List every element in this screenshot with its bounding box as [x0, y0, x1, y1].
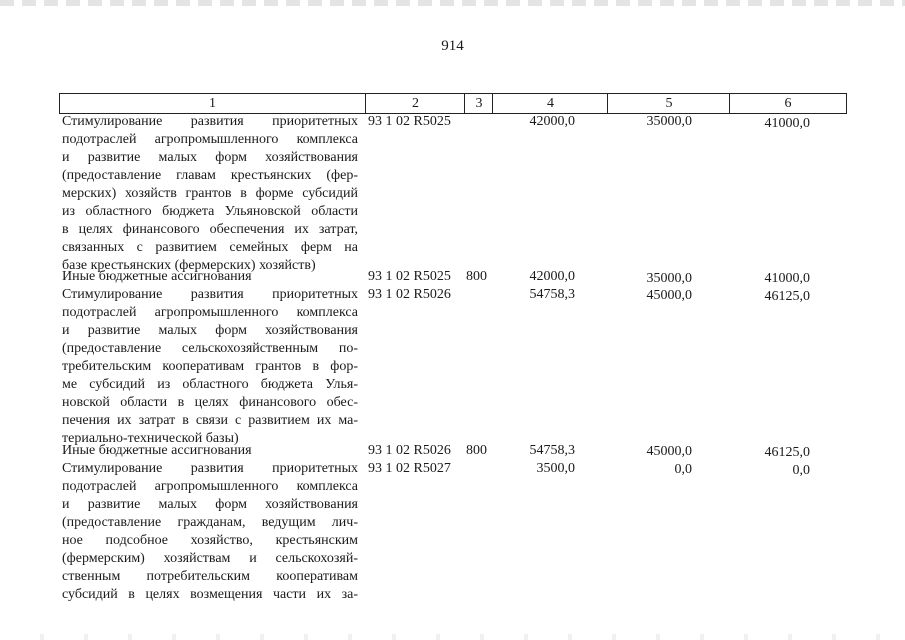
description-line: новской области в целях финансового обес-	[62, 395, 358, 410]
table-header	[59, 93, 847, 114]
description-line: и развитие малых форм хозяйствования	[62, 497, 358, 512]
table-row-description	[62, 442, 358, 460]
code-cell: 93 1 02 R5025	[368, 114, 451, 129]
value-col4: 42000,0	[529, 269, 575, 284]
description-line: ственным потребительским кооперативам	[62, 569, 358, 584]
description-line: териально-технической базы)	[62, 431, 239, 446]
value-col6: 41000,0	[764, 116, 810, 131]
value-col6: 0,0	[792, 463, 810, 478]
value-col5: 45000,0	[646, 288, 692, 303]
type-cell: 800	[466, 443, 487, 458]
table-row-description	[62, 286, 358, 448]
description-line: Иные бюджетные ассигнования	[62, 443, 252, 458]
description-line: (предоставление главам крестьянских (фер-	[62, 168, 358, 183]
header-col-1: 1	[209, 96, 216, 111]
code-cell: 93 1 02 R5025	[368, 269, 451, 284]
value-col5: 35000,0	[646, 114, 692, 129]
header-col-5: 5	[607, 94, 730, 113]
header-col-4: 4	[492, 94, 608, 113]
description-line: Стимулирование развития приоритетных	[62, 461, 358, 476]
description-line: и развитие малых форм хозяйствования	[62, 323, 358, 338]
description-line: субсидий в целях возмещения части их за-	[62, 587, 358, 602]
code-cell: 93 1 02 R5026	[368, 287, 451, 302]
description-line: связанных с развитием семейных ферм на	[62, 240, 358, 255]
description-line: мерских) хозяйств грантов в форме субсидий	[62, 186, 358, 201]
value-col4: 42000,0	[529, 114, 575, 129]
description-line: ное подсобное хозяйство, крестьянским	[62, 533, 358, 548]
scan-edge-top	[0, 0, 905, 6]
table-row-description	[62, 113, 358, 275]
scan-edge-bottom	[0, 634, 905, 640]
table-row-description	[62, 268, 358, 286]
code-cell: 93 1 02 R5027	[368, 461, 451, 476]
description-line: Стимулирование развития приоритетных	[62, 287, 358, 302]
value-col6: 41000,0	[764, 271, 810, 286]
description-line: подотраслей агропромышленного комплекса	[62, 305, 358, 320]
value-col5: 0,0	[674, 462, 692, 477]
header-col-2: 2	[365, 94, 465, 113]
code-cell: 93 1 02 R5026	[368, 443, 451, 458]
value-col5: 35000,0	[646, 271, 692, 286]
header-col-6: 6	[729, 94, 846, 113]
value-col4: 54758,3	[529, 287, 575, 302]
description-line: требительским кооперативам грантов в фор-	[62, 359, 358, 374]
description-line: подотраслей агропромышленного комплекса	[62, 132, 358, 147]
value-col4: 54758,3	[529, 443, 575, 458]
description-line: из областного бюджета Ульяновской области	[62, 204, 358, 219]
table-row-description	[62, 460, 358, 604]
description-line: и развитие малых форм хозяйствования	[62, 150, 358, 165]
description-line: подотраслей агропромышленного комплекса	[62, 479, 358, 494]
header-col-3: 3	[464, 94, 493, 113]
description-line: Иные бюджетные ассигнования	[62, 269, 252, 284]
value-col4: 3500,0	[536, 461, 575, 476]
description-line: ме субсидий из областного бюджета Улья-	[62, 377, 358, 392]
description-line: базе крестьянских (фермерских) хозяйств)	[62, 258, 316, 273]
value-col5: 45000,0	[646, 444, 692, 459]
value-col6: 46125,0	[764, 445, 810, 460]
description-line: Стимулирование развития приоритетных	[62, 114, 358, 129]
page-number: 914	[441, 38, 464, 54]
description-line: в целях финансового обеспечения их затрат,	[62, 222, 358, 237]
type-cell: 800	[466, 269, 487, 284]
value-col6: 46125,0	[764, 289, 810, 304]
description-line: печения их затрат в связи с развитием их ма-	[62, 413, 358, 428]
description-line: (предоставление гражданам, ведущим лич-	[62, 515, 358, 530]
description-line: (фермерским) хозяйствам и сельскохозяй-	[62, 551, 358, 566]
description-line: (предоставление сельскохозяйственным по-	[62, 341, 358, 356]
